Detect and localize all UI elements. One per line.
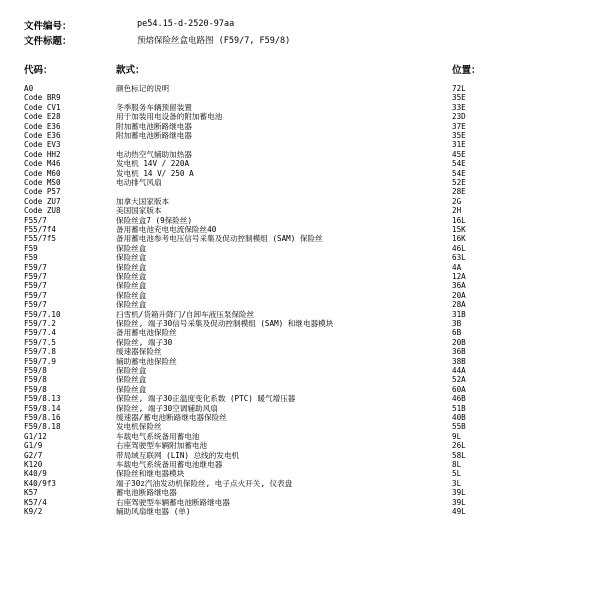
row-description: 辅助蓄电池保险丝 — [116, 356, 177, 366]
row-position: 2G — [452, 196, 462, 206]
row-description: 保险丝盒 — [116, 290, 147, 300]
row-position: 26L — [452, 441, 466, 451]
file-title-value: 预熔保险丝盒电路图 (F59/7, F59/8) — [137, 36, 291, 46]
row-code: Code ZU8 — [24, 206, 61, 216]
table-row — [0, 413, 608, 422]
table-row — [0, 469, 608, 478]
table-row — [0, 93, 608, 102]
row-position: 55B — [452, 422, 466, 432]
row-code: Code P57 — [24, 187, 61, 197]
row-position: 58L — [452, 450, 466, 460]
row-code: F59/8 — [24, 366, 47, 375]
row-code: F59/8.16 — [24, 413, 61, 422]
row-position: 52A — [452, 375, 466, 385]
row-description: 端子30z汽油发动机保险丝, 电子点火开关, 仪表盘 — [116, 478, 293, 488]
row-code: K57 — [24, 488, 38, 498]
row-position: 3L — [452, 478, 462, 488]
table-row — [0, 357, 608, 366]
row-code: F59/7.9 — [24, 356, 57, 366]
row-code: F59 — [24, 243, 38, 253]
row-description: 保险丝和继电器模块 — [116, 469, 185, 479]
table-row — [0, 498, 608, 507]
row-position: 20A — [452, 290, 466, 300]
row-description: 保险丝盒 — [116, 253, 147, 263]
row-description: 保险丝盒7 (9保险丝) — [116, 215, 193, 225]
row-code: A0 — [24, 84, 34, 93]
row-description: 发电机 14V / 220A — [116, 159, 190, 169]
row-position: 52E — [452, 178, 466, 187]
table-row — [0, 328, 608, 337]
row-position: 39L — [452, 497, 466, 507]
row-code: Code CV1 — [24, 102, 61, 112]
table-row — [0, 488, 608, 497]
row-code: K57/4 — [24, 497, 47, 507]
row-position: 72L — [452, 84, 466, 93]
table-row — [0, 131, 608, 140]
row-description: 保险丝盒 — [116, 366, 147, 375]
row-code: Code M60 — [24, 168, 61, 178]
row-description: 带局域互联网 (LIN) 总线的发电机 — [116, 450, 240, 460]
row-description: 蓄电池断路继电器 — [116, 488, 177, 498]
file-number-value: pe54.15-d-2520-97aa — [137, 19, 235, 29]
table-row — [0, 263, 608, 272]
code-column-header: 代码： — [24, 65, 53, 76]
table-row — [0, 178, 608, 187]
table-row — [0, 310, 608, 319]
row-code: F59/8 — [24, 384, 47, 394]
row-code: F55/7f4 — [24, 225, 57, 234]
table-row — [0, 234, 608, 243]
row-position: 16K — [452, 234, 466, 244]
row-position: 44A — [452, 366, 466, 375]
row-description: 美国国家版本 — [116, 206, 162, 216]
row-position: 5L — [452, 469, 462, 479]
row-position: 36A — [452, 281, 466, 291]
row-position: 4A — [452, 262, 462, 272]
table-row — [0, 244, 608, 253]
table-row — [0, 507, 608, 516]
table-row — [0, 216, 608, 225]
row-description: 加拿大国家版本 — [116, 196, 170, 206]
row-position: 9L — [452, 431, 462, 441]
row-description: 保险丝盒 — [116, 375, 147, 385]
row-description: 缓速器/蓄电池断路继电器保险丝 — [116, 413, 227, 422]
row-description: 保险丝盒 — [116, 384, 147, 394]
table-row — [0, 394, 608, 403]
row-code: K40/9f3 — [24, 478, 57, 488]
table-row — [0, 300, 608, 309]
table-row — [0, 291, 608, 300]
row-code: Code BR9 — [24, 93, 61, 103]
file-number-label: 文件编号： — [24, 21, 72, 32]
row-description: 发电机 14 V/ 250 A — [116, 168, 194, 178]
row-position: 37E — [452, 121, 466, 131]
row-position: 46L — [452, 243, 466, 253]
row-description: 发电机保险丝 — [116, 422, 162, 432]
table-row — [0, 225, 608, 234]
table-row — [0, 206, 608, 215]
row-description: 保险丝盒 — [116, 243, 147, 253]
row-description: 备用蓄电池充电电流保险丝40 — [116, 225, 217, 234]
row-code: F59/8.13 — [24, 394, 61, 404]
row-description: 右座驾驶型车辆蓄电池断路继电器 — [116, 497, 230, 507]
row-code: F55/7 — [24, 215, 47, 225]
row-code: F59/7 — [24, 262, 47, 272]
row-position: 6B — [452, 328, 462, 338]
table-row — [0, 112, 608, 121]
row-position: 51B — [452, 403, 466, 413]
description-column-header: 款式： — [116, 65, 145, 76]
row-code: G1/9 — [24, 441, 43, 451]
position-column-header: 位置： — [452, 65, 481, 76]
table-row — [0, 103, 608, 112]
row-code: Code E28 — [24, 112, 61, 122]
table-row — [0, 385, 608, 394]
row-description: 缓速器保险丝 — [116, 347, 162, 357]
row-description: 车载电气系统备用蓄电池 — [116, 431, 200, 441]
row-code: G2/7 — [24, 450, 43, 460]
row-position: 54E — [452, 168, 466, 178]
table-row — [0, 451, 608, 460]
row-code: F55/7f5 — [24, 234, 57, 244]
row-description: 保险丝盒 — [116, 300, 147, 310]
row-position: 46B — [452, 394, 466, 404]
row-position: 20B — [452, 337, 466, 347]
row-description: 备用蓄电池参考电压信号采集及促动控制模组 (SAM) 保险丝 — [116, 234, 323, 244]
row-code: Code E36 — [24, 131, 61, 140]
row-position: 35E — [452, 93, 466, 103]
table-row — [0, 272, 608, 281]
row-position: 3B — [452, 319, 462, 328]
row-code: F59/7.5 — [24, 337, 57, 347]
row-position: 28E — [452, 187, 466, 197]
row-position: 54E — [452, 159, 466, 169]
row-position: 49L — [452, 507, 466, 516]
row-code: G1/12 — [24, 431, 47, 441]
row-code: Code ZU7 — [24, 196, 61, 206]
row-code: K40/9 — [24, 469, 47, 479]
row-position: 23D — [452, 112, 466, 122]
table-row — [0, 197, 608, 206]
row-code: Code E36 — [24, 121, 61, 131]
table-row — [0, 441, 608, 450]
row-description: 颜色标记的说明 — [116, 84, 170, 93]
table-row — [0, 140, 608, 149]
table-row — [0, 422, 608, 431]
row-description: 备用蓄电池保险丝 — [116, 328, 177, 338]
row-code: F59/7 — [24, 290, 47, 300]
table-row — [0, 366, 608, 375]
row-position: 35E — [452, 131, 466, 140]
row-code: K9/2 — [24, 507, 43, 516]
row-description: 附加蓄电池断路继电器 — [116, 131, 192, 140]
row-description: 保险丝, 端子30 — [116, 337, 173, 347]
table-row — [0, 253, 608, 262]
row-code: F59/7 — [24, 300, 47, 310]
row-position: 36B — [452, 347, 466, 357]
row-description: 保险丝, 端子30正温度变化系数 (PTC) 暖气增压器 — [116, 394, 296, 404]
row-position: 2H — [452, 206, 462, 216]
row-code: F59/7.4 — [24, 328, 57, 338]
row-position: 8L — [452, 460, 462, 469]
row-position: 31E — [452, 140, 466, 150]
row-code: F59/8.18 — [24, 422, 61, 432]
row-code: F59/7.10 — [24, 309, 61, 319]
row-code: F59 — [24, 253, 38, 263]
table-row — [0, 375, 608, 384]
row-code: F59/7 — [24, 272, 47, 281]
row-description: 保险丝, 端子30空调辅助风扇 — [116, 403, 218, 413]
table-row — [0, 432, 608, 441]
row-description: 扫雪机/货箱升降门/自卸车液压泵保险丝 — [116, 309, 255, 319]
row-position: 45E — [452, 149, 466, 159]
row-position: 63L — [452, 253, 466, 263]
table-row — [0, 84, 608, 93]
row-code: F59/7.8 — [24, 347, 57, 357]
table-row — [0, 281, 608, 290]
table-row — [0, 460, 608, 469]
row-position: 16L — [452, 215, 466, 225]
file-title-label: 文件标题： — [24, 36, 72, 47]
row-description: 辅助风扇继电器 (单) — [116, 507, 191, 516]
row-description: 用于加装用电设备的附加蓄电池 — [116, 112, 223, 122]
row-code: F59/8.14 — [24, 403, 61, 413]
row-code: Code MS0 — [24, 178, 61, 187]
row-code: Code EV3 — [24, 140, 61, 150]
row-code: Code M46 — [24, 159, 61, 169]
row-code: F59/7.2 — [24, 319, 57, 328]
table-row — [0, 404, 608, 413]
table-row — [0, 338, 608, 347]
row-description: 保险丝盒 — [116, 262, 147, 272]
row-description: 电动排气风扇 — [116, 178, 162, 187]
row-description: 冬季服务车辆预留装置 — [116, 102, 192, 112]
row-position: 12A — [452, 272, 466, 281]
row-position: 38B — [452, 356, 466, 366]
row-position: 28A — [452, 300, 466, 310]
row-code: Code HH2 — [24, 149, 61, 159]
row-position: 60A — [452, 384, 466, 394]
row-position: 33E — [452, 102, 466, 112]
row-position: 40B — [452, 413, 466, 422]
row-description: 附加蓄电池断路继电器 — [116, 121, 192, 131]
table-row — [0, 159, 608, 168]
table-row — [0, 150, 608, 159]
row-position: 15K — [452, 225, 466, 234]
row-description: 电动热空气辅助加热器 — [116, 149, 192, 159]
table-row — [0, 122, 608, 131]
row-description: 车载电气系统备用蓄电池继电器 — [116, 460, 223, 469]
table-row — [0, 169, 608, 178]
row-description: 右座驾驶型车辆附加蓄电池 — [116, 441, 208, 451]
row-code: F59/8 — [24, 375, 47, 385]
row-position: 31B — [452, 309, 466, 319]
row-code: F59/7 — [24, 281, 47, 291]
row-description: 保险丝盒 — [116, 272, 147, 281]
row-position: 39L — [452, 488, 466, 498]
row-code: K120 — [24, 460, 43, 469]
table-row — [0, 187, 608, 196]
row-description: 保险丝盒 — [116, 281, 147, 291]
table-row — [0, 347, 608, 356]
row-description: 保险丝, 端子30信号采集及促动控制模组 (SAM) 和继电器模块 — [116, 319, 334, 328]
table-row — [0, 479, 608, 488]
table-row — [0, 319, 608, 328]
